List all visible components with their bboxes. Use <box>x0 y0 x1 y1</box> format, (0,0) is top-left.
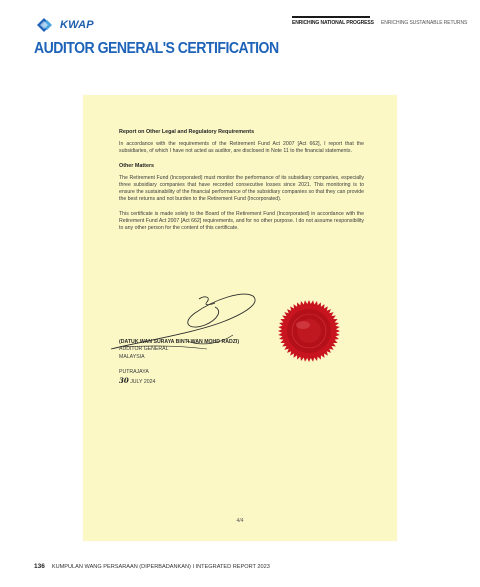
report-name: KUMPULAN WANG PERSARAAN (DIPERBADANKAN) I INTEGRATED REPORT 2023 <box>51 564 270 570</box>
official-seal <box>277 299 341 363</box>
section-text-certificate-purpose: This certificate is made solely to the Board of the Retirement Fund (Incorporated) in accordance with the Retirement Fund Act 2007 [Act 662] requirements, and for no other purpose. I do not assume responsibility to any other person for the content of this certificate. <box>119 210 364 232</box>
nav-item-national-progress[interactable]: ENRICHING NATIONAL PROGRESS <box>292 20 374 26</box>
signing-date <box>119 377 239 386</box>
document-page-indicator: 4/4 <box>236 518 244 524</box>
signatory-country: MALAYSIA <box>119 353 145 360</box>
section-heading-other-matters: Other Matters <box>119 162 155 169</box>
page-title: AUDITOR GENERAL'S CERTIFICATION <box>34 40 279 57</box>
signing-place: PUTRAJAYA <box>119 369 149 376</box>
page-number: 136 <box>34 563 45 570</box>
section-text-legal: In accordance with the requirements of the Retirement Fund Act 2007 [Act 662], I report that the subsidiaries, of which I have not acted as auditor, are disclosed in Note 11 to the financial statements. <box>119 141 364 155</box>
signatory-title: AUDITOR GENERAL <box>119 346 169 353</box>
date-day: 30 <box>119 375 129 385</box>
top-navigation <box>292 16 468 30</box>
section-heading-legal: Report on Other Legal and Regulatory Requirements <box>119 129 255 135</box>
signatory-block <box>119 339 239 386</box>
page-footer <box>34 563 270 570</box>
kwap-logo[interactable] <box>37 18 94 32</box>
signatory-name: (DATUK WAN SURAYA BINTI WAN MOHD RADZI) <box>119 339 240 345</box>
kwap-logo-icon <box>37 18 57 32</box>
section-text-other-matters: The Retirement Fund (Incorporated) must monitor the performance of its subsidiary companies, especially three subsidiary companies that have recorded consecutive losses since 2021. This monitoring is to ensure the sustainability of the financial performance of the subsidiary companies so that they can provide the best returns and not burden to the Retirement Fund (Incorporated). <box>119 174 364 203</box>
nav-item-sustainable-returns[interactable]: ENRICHING SUSTAINABLE RETURNS <box>381 20 468 26</box>
logo-text: KWAP <box>60 19 94 31</box>
date-month-year: JULY 2024 <box>130 378 156 385</box>
certification-document <box>83 95 397 541</box>
active-nav-indicator <box>292 16 370 18</box>
document-body <box>119 129 364 239</box>
